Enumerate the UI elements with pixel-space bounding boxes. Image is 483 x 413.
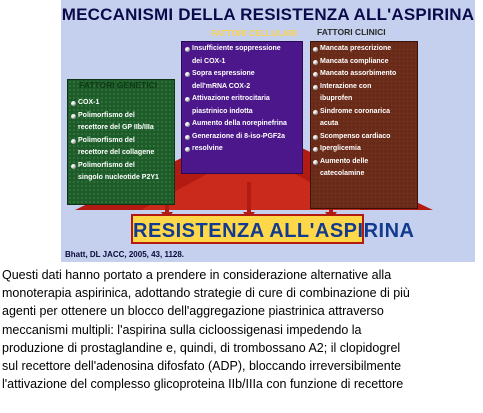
slide-title: MECCANISMI DELLA RESISTENZA ALL'ASPIRINA xyxy=(61,5,475,24)
list-item: dei COX-1 xyxy=(192,57,226,65)
genetic-factors-list xyxy=(70,97,174,185)
list-item: Polimorfismo del xyxy=(70,135,174,148)
list-item: Iperglicemia xyxy=(312,143,416,156)
paragraph-line: sul recettore dell'adenosina difosfato (ADP), bloccando irreversibilmente xyxy=(2,359,402,374)
list-item: Sindrome coronarica xyxy=(312,106,416,119)
list-item: Interazione con xyxy=(312,81,416,94)
citation: Bhatt, DL JACC, 2005, 43, 1128. xyxy=(65,250,185,259)
banner-label: RESISTENZA ALL'ASPIRINA xyxy=(133,220,415,242)
list-item: Sopra espressione xyxy=(184,68,302,81)
list-item: dell'mRNA COX-2 xyxy=(192,82,251,90)
list-item: piastrinico indotta xyxy=(192,107,253,115)
cellular-factors-list xyxy=(184,43,302,156)
paragraph-line: Questi dati hanno portato a prendere in considerazione alternative alla xyxy=(2,268,392,282)
list-item: acuta xyxy=(320,120,339,127)
list-item: Polimorfismo del xyxy=(70,110,174,123)
clinical-factors-heading: FATTORI CLINICI xyxy=(317,27,386,37)
paragraph-line: meccanismi multipli: l'aspirina sulla cicloossigenasi impedendo la xyxy=(2,322,362,337)
list-item: ibuprofen xyxy=(320,95,353,102)
list-item: Mancato assorbimento xyxy=(312,68,416,81)
list-item: Polimorfismo del xyxy=(70,160,174,173)
list-item: COX-1 xyxy=(70,97,174,110)
resistance-banner xyxy=(131,214,415,244)
body-paragraph xyxy=(2,266,483,393)
list-item: Mancata prescrizione xyxy=(312,43,416,56)
list-item: Aumento delle xyxy=(312,156,416,169)
list-item: Generazione di 8-iso-PGF2a xyxy=(184,131,302,144)
list-item: Attivazione eritrocitaria xyxy=(184,93,302,106)
list-item: Aumento della norepinefrina xyxy=(184,118,302,131)
genetic-factors-heading: FATTORI GENETICI xyxy=(79,80,158,90)
cellular-factors-heading: FATTORI CELLULARI xyxy=(211,28,298,38)
slide-image xyxy=(61,0,475,262)
list-item: Scompenso cardiaco xyxy=(312,131,416,144)
list-item: singolo nucleotide P2Y1 xyxy=(78,174,159,181)
paragraph-line: agenti per ottenere un blocco dell'aggregazione piastrinica attraverso xyxy=(2,304,384,319)
clinical-factors-list xyxy=(312,43,416,181)
list-item: Insufficiente soppressione xyxy=(184,43,302,56)
paragraph-line: produzione di prostaglandine e, quindi, di trombossano A2; il clopidogrel xyxy=(2,340,401,355)
list-item: Mancata compliance xyxy=(312,56,416,69)
paragraph-line: monoterapia aspirinica, adottando strategie di cure di combinazione di più xyxy=(2,286,410,301)
paragraph-line: l'attivazione del complesso glicoproteina IIb/IIIa con funzione di recettore xyxy=(2,377,404,392)
list-item: catecolamine xyxy=(320,170,365,177)
list-item: recettore del collagene xyxy=(78,149,155,156)
list-item: recettore del GP IIb/IIIa xyxy=(78,124,154,131)
list-item: resolvine xyxy=(184,143,302,156)
